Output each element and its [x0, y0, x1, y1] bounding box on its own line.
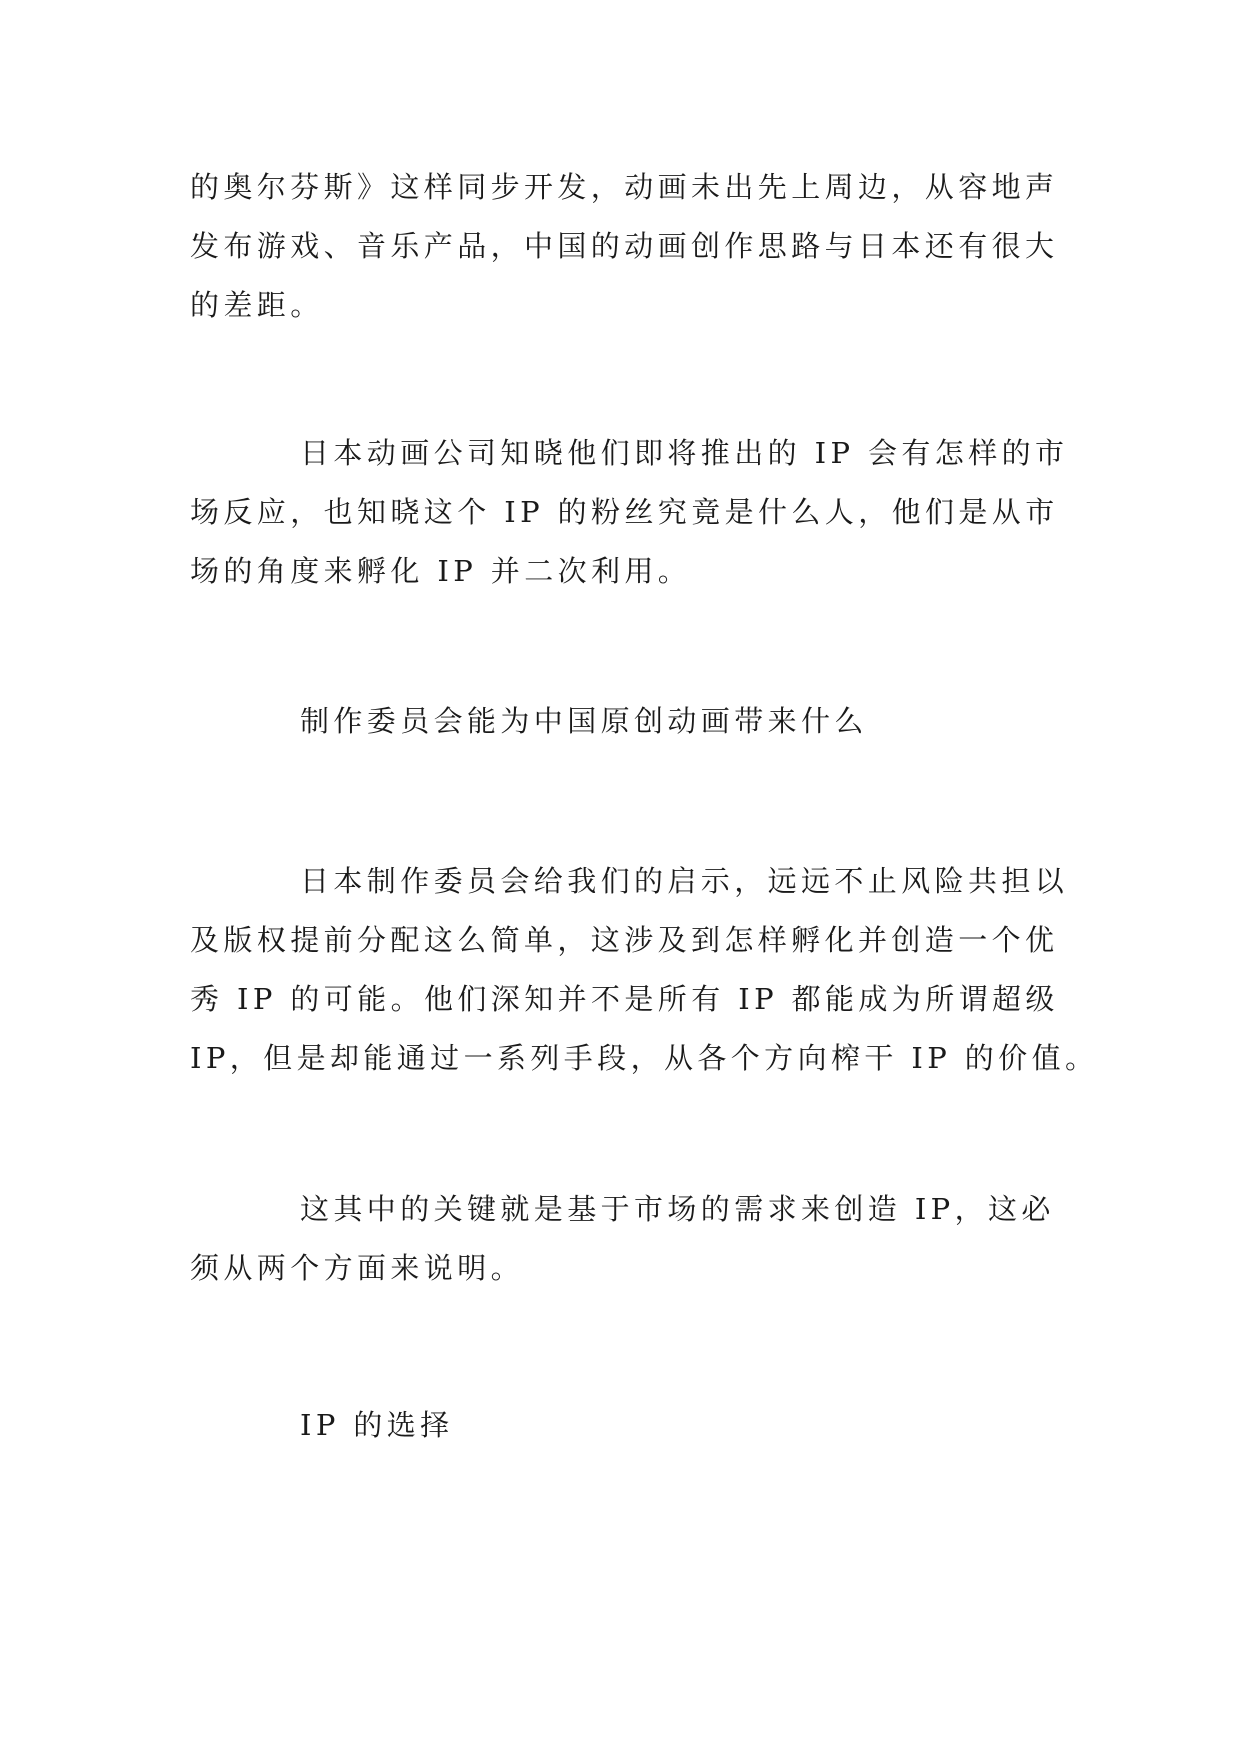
paragraph-line: 须从两个方面来说明。 — [190, 1251, 525, 1285]
paragraph-line: 秀 IP 的可能。他们深知并不是所有 IP 都能成为所谓超级 — [190, 982, 1059, 1016]
heading-line: 制作委员会能为中国原创动画带来什么 — [300, 704, 868, 738]
paragraph-line: 发布游戏、音乐产品，中国的动画创作思路与日本还有很大 — [190, 229, 1059, 263]
heading-line: IP 的选择 — [300, 1408, 454, 1442]
paragraph-line: 这其中的关键就是基于市场的需求来创造 IP，这必 — [300, 1192, 1055, 1226]
section-heading — [190, 692, 1090, 751]
paragraph-line: IP，但是却能通过一系列手段，从各个方向榨干 IP 的价值。 — [190, 1041, 1099, 1075]
paragraph-line: 的奥尔芬斯》这样同步开发，动画未出先上周边，从容地声 — [190, 170, 1059, 204]
paragraph-line: 的差距。 — [190, 288, 324, 322]
paragraph-2 — [190, 424, 1090, 601]
paragraph-4 — [190, 1180, 1090, 1298]
paragraph-line: 及版权提前分配这么简单，这涉及到怎样孵化并创造一个优 — [190, 923, 1059, 957]
paragraph-line: 日本动画公司知晓他们即将推出的 IP 会有怎样的市 — [300, 436, 1069, 470]
paragraph-3 — [190, 852, 1099, 1088]
paragraph-line: 日本制作委员会给我们的启示，远远不止风险共担以 — [300, 864, 1069, 898]
paragraph-1 — [190, 158, 1090, 335]
subheading — [190, 1396, 1090, 1455]
paragraph-line: 场反应，也知晓这个 IP 的粉丝究竟是什么人，他们是从市 — [190, 495, 1059, 529]
paragraph-line: 场的角度来孵化 IP 并二次利用。 — [190, 554, 692, 588]
